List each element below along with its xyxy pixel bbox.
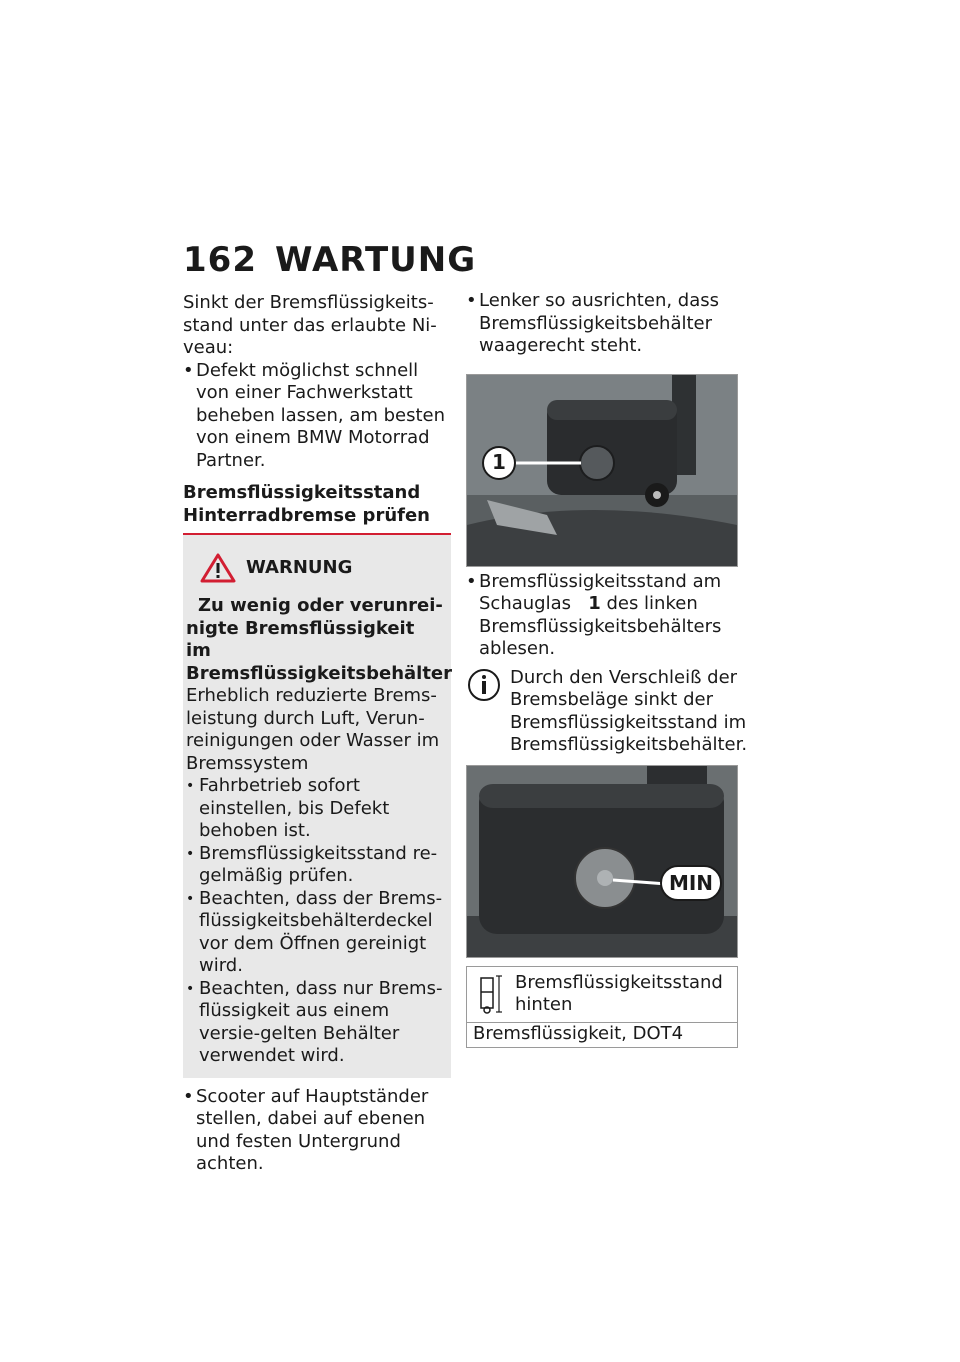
bullet-defect: • Defekt möglichst schnell von einer Fachwerkstatt beheben lassen, am besten von einem BMW Motorrad Partner. [183,360,451,473]
bullet-sightglass [466,571,738,661]
sightglass-text-pre: Bremsflüssigkeitsstand am Schauglas [479,570,722,614]
left-column [183,292,451,1176]
section-title-line2: Hinterradbremse prüfen [183,504,430,526]
page-number: 162 [183,240,257,280]
spec-header-row [467,967,737,1023]
warning-item: • Bremsflüssigkeitsstand re-gelmäßig prüfen. [186,843,445,888]
warning-header [200,553,445,583]
warning-triangle-icon [200,553,236,583]
reservoir-photo-2-drawing [467,766,737,957]
info-note [466,666,748,757]
fluid-level-icon [473,972,507,1016]
warning-item: • Beachten, dass der Brems-flüssigkeitsbehälterdeckel vor dem Öffnen gereinigt wird. [186,888,445,978]
section-title [183,482,451,527]
reservoir-photo-2 [466,765,738,958]
warning-heading: Zu wenig oder verunrei-nigte Bremsflüssigkeit im Bremsflüssigkeitsbehälter [186,595,453,684]
warning-item: • Beachten, dass nur Brems-flüssigkeit aus einem versie-gelten Behälter verwendet wird. [186,978,445,1068]
right-column [466,290,748,1048]
spec-table [466,966,738,1049]
page-header [183,240,476,280]
warning-item: • Fahrbetrieb sofort einstellen, bis Defekt behoben ist. [186,775,445,843]
spec-value: Bremsflüssigkeit, DOT4 [473,1022,684,1044]
info-icon [466,667,502,703]
sightglass-text-post: des linken Bremsflüssigkeitsbehälters ablesen. [479,593,722,659]
reservoir-photo-1 [466,374,738,567]
spec-value-row [467,1023,737,1048]
intro-text: Sinkt der Bremsflüssigkeits-stand unter das erlaubte Ni-veau: [183,292,437,358]
min-label: MIN [668,870,714,895]
bullet-stand: • Scooter auf Hauptständer stellen, dabei auf ebenen und festen Untergrund achten. [183,1086,451,1176]
spec-title: Bremsflüssigkeitsstand hinten [515,971,723,1015]
photo1-callout-number: 1 [492,449,506,474]
page-title: WARTUNG [275,240,477,280]
section-title-line1: Bremsflüssigkeitsstand [183,482,421,503]
sightglass-callout-number: 1 [588,593,601,614]
warning-label: WARNUNG [246,556,353,578]
info-text: Durch den Verschleiß der Bremsbeläge sinkt der Bremsflüssigkeitsstand im Bremsflüssigkeitsbehälter. [510,666,748,755]
bullet-handlebar: • Lenker so ausrichten, dass Bremsflüssigkeitsbehälter waagerecht steht. [466,290,738,358]
warning-box [183,535,451,1078]
reservoir-photo-1-drawing [467,375,737,566]
warning-text: Erheblich reduzierte Brems-leistung durch Luft, Verun-reinigungen oder Wasser im Bremssystem [186,685,440,774]
